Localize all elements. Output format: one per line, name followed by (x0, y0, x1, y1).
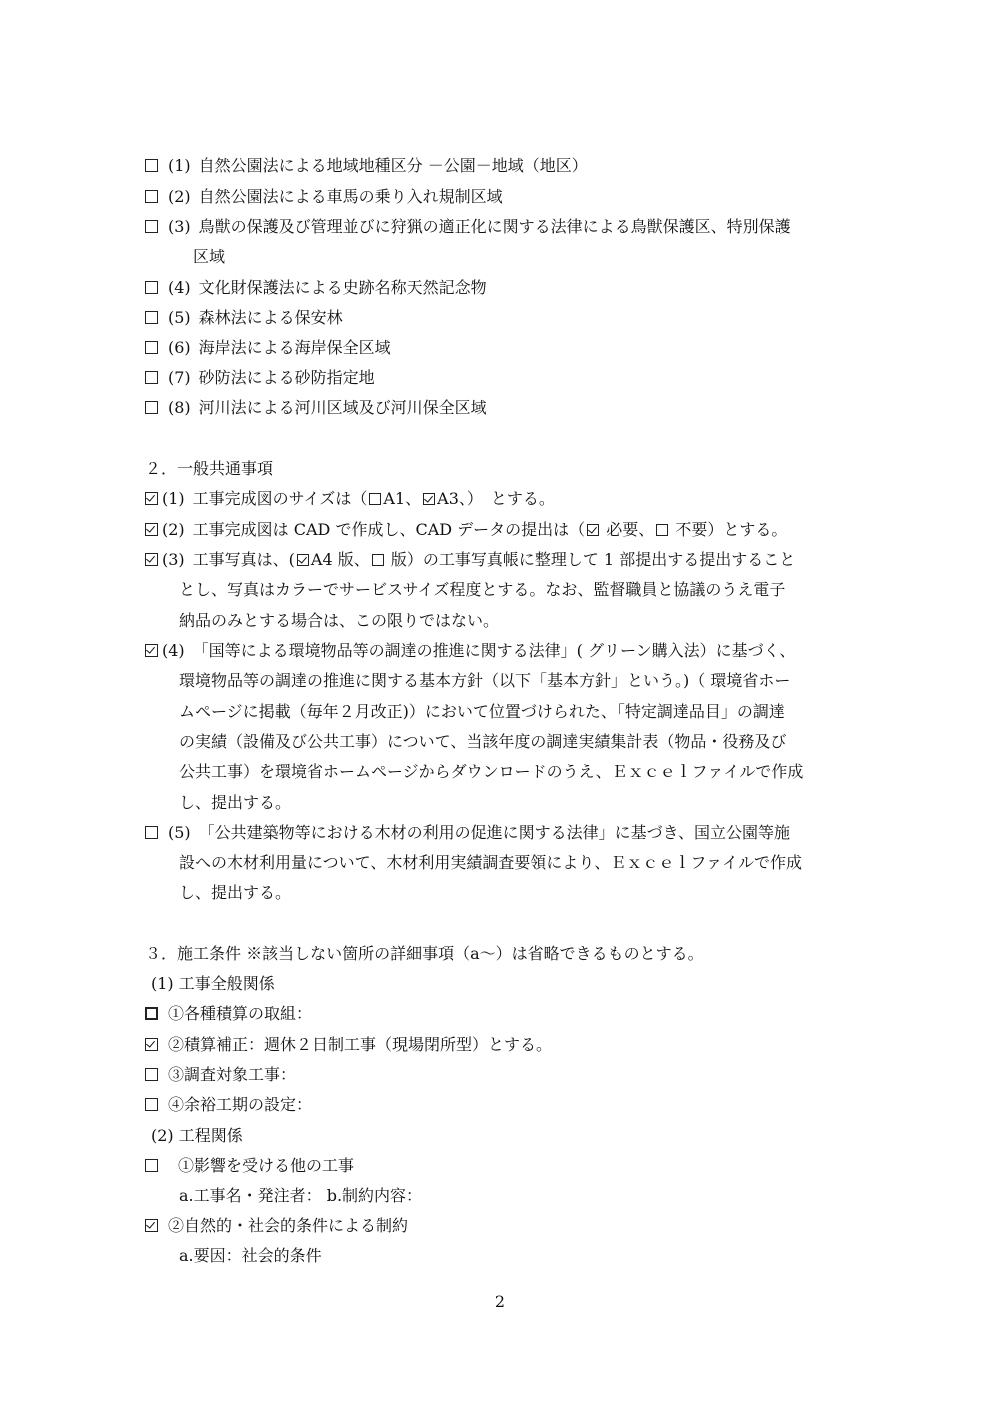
list-item: (4) 文化財保護法による史跡名称天然記念物 (145, 278, 487, 298)
list-item: (2) 自然公園法による車馬の乗り入れ規制区域 (145, 187, 503, 207)
list-item: ①影響を受ける他の工事 (145, 1156, 354, 1176)
checkbox-unchecked[interactable] (145, 311, 158, 324)
paragraph-line: の実績（設備及び公共工事）について、当該年度の調達実績集計表（物品・役務及び (179, 732, 787, 751)
checkbox-unchecked[interactable] (145, 826, 158, 839)
subsection-heading: (2) 工程関係 (151, 1126, 243, 1145)
checkbox-checked[interactable] (145, 492, 158, 505)
checkbox-checked[interactable] (587, 524, 599, 536)
checkbox-unchecked[interactable] (145, 401, 158, 414)
section-heading: ２．一般共通事項 (145, 459, 274, 478)
checkbox-checked[interactable] (297, 554, 309, 566)
list-item: (2) 工事完成図は CAD で作成し、CAD データの提出は（ 必要、 不要）とする。 (145, 520, 787, 540)
checkbox-checked[interactable] (145, 1038, 158, 1051)
list-item: (7) 砂防法による砂防指定地 (145, 368, 375, 388)
checkbox-checked[interactable] (145, 1219, 158, 1232)
detail-line: a.工事名・発注者： b.制約内容： (179, 1186, 423, 1205)
checkbox-unchecked[interactable] (145, 190, 158, 203)
checkbox-checked[interactable] (145, 644, 158, 657)
list-item: (3) 鳥獣の保護及び管理並びに狩猟の適正化に関する法律による鳥獣保護区、特別保護 (145, 217, 791, 237)
list-item-continuation: 区域 (193, 247, 226, 266)
list-item: (3) 工事写真は、( A4 版、 版）の工事写真帳に整理して 1 部提出する提出すること (145, 550, 795, 570)
checkbox-unchecked[interactable] (145, 341, 158, 354)
checkbox-unchecked[interactable] (145, 1098, 158, 1111)
checkbox-unchecked[interactable] (145, 1159, 158, 1172)
list-item: (5) 森林法による保安林 (145, 308, 343, 328)
checkbox-unchecked[interactable] (145, 1068, 158, 1081)
checkbox-checked[interactable] (145, 553, 158, 566)
paragraph-line: 環境物品等の調達の推進に関する基本方針（以下「基本方針」という。)（ 環境省ホー (179, 671, 791, 690)
list-item: ②自然的・社会的条件による制約 (145, 1216, 408, 1236)
checkbox-unchecked[interactable] (656, 524, 668, 536)
checkbox-unchecked[interactable] (369, 493, 381, 505)
paragraph-line: し、提出する。 (179, 793, 292, 812)
section-heading: ３．施工条件 ※該当しない箇所の詳細事項（a～）は省略できるものとする。 (145, 944, 704, 963)
list-item: (1) 工事完成図のサイズは（ A1、 A3、） とする。 (145, 489, 555, 509)
list-item: (5) 「公共建築物等における木材の利用の促進に関する法律」に基づき、国立公園等施 (145, 823, 790, 843)
page-number: 2 (494, 1292, 506, 1311)
paragraph-line: ムページに掲載（毎年２月改正)）において位置づけられた、「特定調達品目」の調達 (179, 702, 785, 721)
checkbox-unchecked[interactable] (145, 281, 158, 294)
list-item: (1) 自然公園法による地域地種区分 －公園－地域（地区） (145, 156, 588, 176)
paragraph-line: し、提出する。 (179, 883, 292, 902)
checkbox-unchecked[interactable] (145, 220, 158, 233)
paragraph-line: 公共工事）を環境省ホームページからダウンロードのうえ、Ｅｘｃｅｌファイルで作成 (179, 762, 804, 781)
list-item: ④余裕工期の設定： (145, 1095, 312, 1115)
checkbox-checked[interactable] (145, 523, 158, 536)
checkbox-unchecked[interactable] (145, 159, 158, 172)
checkbox-checked[interactable] (423, 493, 435, 505)
paragraph-line: 納品のみとする場合は、この限りではない。 (179, 611, 500, 630)
list-item: (4) 「国等による環境物品等の調達の推進に関する法律」( グリーン購入法）に基づく、 (145, 641, 795, 661)
subsection-heading: (1) 工事全般関係 (151, 974, 275, 993)
detail-line: a.要因：社会的条件 (179, 1246, 322, 1265)
checkbox-unchecked[interactable] (145, 1007, 158, 1020)
checkbox-unchecked[interactable] (372, 554, 384, 566)
list-item: ②積算補正：週休２日制工事（現場閉所型）とする。 (145, 1035, 552, 1055)
list-item: (6) 海岸法による海岸保全区域 (145, 338, 391, 358)
list-item: ①各種積算の取組： (145, 1004, 312, 1024)
list-item: ③調査対象工事： (145, 1065, 296, 1085)
paragraph-line: とし、写真はカラーでサービスサイズ程度とする。なお、監督職員と協議のうえ電子 (179, 580, 786, 599)
checkbox-unchecked[interactable] (145, 371, 158, 384)
list-item: (8) 河川法による河川区域及び河川保全区域 (145, 398, 487, 418)
paragraph-line: 設への木材利用量について、木材利用実績調査要領により、Ｅｘｃｅｌファイルで作成 (179, 853, 803, 872)
